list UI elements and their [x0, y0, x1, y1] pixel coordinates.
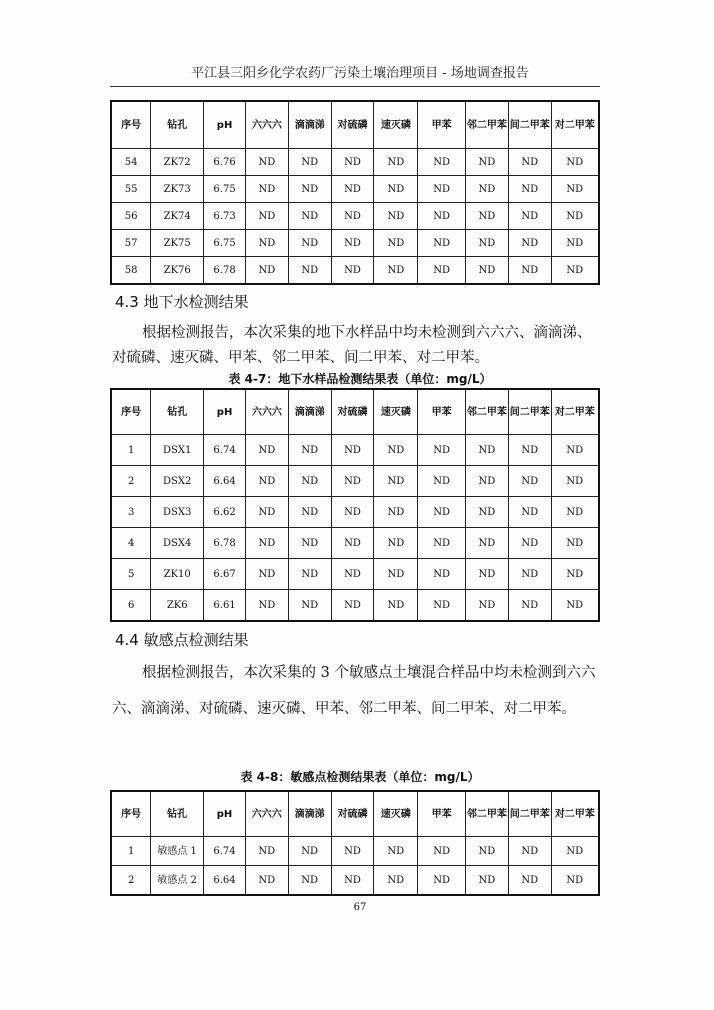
table-cell: ZK73	[151, 176, 204, 203]
table-cell: ND	[245, 559, 288, 590]
table-cell: 3	[111, 497, 151, 528]
table-cell: 2	[111, 466, 151, 497]
table-cell: ND	[288, 466, 331, 497]
running-header: 平江县三阳乡化学农药厂污染土壤治理项目 - 场地调查报告	[191, 66, 529, 81]
column-header: 邻二甲苯	[466, 101, 509, 149]
table-cell: ND	[245, 590, 288, 622]
table-cell: ND	[374, 435, 418, 466]
table-cell: ND	[288, 497, 331, 528]
table-cell: ND	[331, 435, 374, 466]
table-cell: ZK10	[151, 559, 204, 590]
table-cell: ND	[374, 176, 418, 203]
column-header: 对硫磷	[331, 101, 374, 149]
table-cell: ND	[508, 176, 551, 203]
table-cell: 54	[111, 149, 151, 176]
table-cell: ND	[418, 230, 466, 257]
groundwater-results-table	[110, 388, 600, 622]
table-cell: ND	[551, 257, 599, 285]
column-header: 六六六	[245, 389, 288, 435]
column-header: 甲苯	[418, 791, 466, 837]
column-header: 速灭磷	[374, 791, 418, 837]
table-cell: ND	[418, 466, 466, 497]
table-header-row	[111, 389, 599, 435]
table-cell: ND	[245, 203, 288, 230]
table-cell: ND	[331, 559, 374, 590]
table-cell: 1	[111, 435, 151, 466]
table-cell: 55	[111, 176, 151, 203]
table-cell: ND	[288, 149, 331, 176]
table-cell: ND	[551, 837, 599, 866]
table-cell: ND	[551, 497, 599, 528]
table-cell: ZK6	[151, 590, 204, 622]
table-cell: ND	[331, 590, 374, 622]
table-cell: ND	[465, 866, 508, 896]
table-cell: ND	[551, 866, 599, 896]
table-cell: ND	[466, 176, 509, 203]
table-cell: ND	[418, 528, 466, 559]
table-cell: 6.67	[204, 559, 246, 590]
table-cell: DSX3	[151, 497, 204, 528]
column-header: 序号	[111, 389, 151, 435]
column-header: 钻孔	[151, 101, 204, 149]
table-row	[111, 257, 599, 285]
soil-results-table	[110, 100, 600, 285]
table-header-row	[111, 101, 599, 149]
table-cell: ND	[508, 497, 551, 528]
table-row	[111, 497, 599, 528]
table-cell: ND	[331, 866, 374, 896]
table-cell: 6.78	[204, 528, 246, 559]
table-row	[111, 176, 599, 203]
column-header: 六六六	[245, 791, 288, 837]
table-cell: ND	[466, 149, 509, 176]
table-cell: ND	[331, 497, 374, 528]
table-cell: ND	[374, 466, 418, 497]
table-row	[111, 837, 599, 866]
column-header: 甲苯	[418, 389, 466, 435]
section-4-3-paragraph: 根据检测报告，本次采集的地下水样品中均未检测到六六六、滴滴涕、对硫磷、速灭磷、甲苯、邻二甲苯、间二甲苯、对二甲苯。	[112, 325, 592, 366]
table-cell: 5	[111, 559, 151, 590]
table-row	[111, 866, 599, 896]
table-row	[111, 528, 599, 559]
table-cell: 6.76	[204, 149, 246, 176]
table-cell: ND	[508, 257, 551, 285]
table-row	[111, 559, 599, 590]
table-row	[111, 230, 599, 257]
table-cell: ND	[374, 837, 418, 866]
table-cell: 57	[111, 230, 151, 257]
section-heading-4-4: 4.4 敏感点检测结果	[115, 631, 249, 649]
table-cell: ND	[551, 559, 599, 590]
table-cell: ZK72	[151, 149, 204, 176]
table-cell: ZK76	[151, 257, 204, 285]
table-cell: 6.75	[204, 230, 246, 257]
column-header: 钻孔	[151, 791, 204, 837]
column-header: 邻二甲苯	[465, 791, 508, 837]
table-cell: ND	[374, 257, 418, 285]
column-header: 序号	[111, 791, 151, 837]
column-header: 钻孔	[151, 389, 204, 435]
table-cell: ZK74	[151, 203, 204, 230]
table-cell: ND	[508, 866, 551, 896]
table-header-row	[111, 791, 599, 837]
table-cell: 6.74	[204, 837, 246, 866]
table-cell: 58	[111, 257, 151, 285]
column-header: 对硫磷	[331, 389, 374, 435]
table-cell: ND	[288, 866, 331, 896]
table-cell: ND	[418, 497, 466, 528]
column-header: 六六六	[245, 101, 288, 149]
table-cell: 6.74	[204, 435, 246, 466]
table-cell: DSX4	[151, 528, 204, 559]
column-header: 邻二甲苯	[466, 389, 509, 435]
table-cell: ND	[418, 435, 466, 466]
table-cell: ND	[418, 837, 466, 866]
table-cell: ND	[508, 837, 551, 866]
table-cell: 6	[111, 590, 151, 622]
page-number: 67	[353, 902, 367, 913]
column-header: 甲苯	[418, 101, 466, 149]
table-cell: ND	[508, 203, 551, 230]
table-cell: ND	[374, 528, 418, 559]
table-cell: ND	[418, 866, 466, 896]
header-rule	[110, 86, 600, 87]
table-cell: ND	[245, 866, 288, 896]
table-cell: ND	[418, 176, 466, 203]
table-cell: ND	[551, 528, 599, 559]
table-cell: ND	[374, 559, 418, 590]
column-header: 间二甲苯	[508, 791, 551, 837]
table-cell: ND	[245, 149, 288, 176]
table-cell: 6.61	[204, 590, 246, 622]
table-cell: ND	[466, 497, 509, 528]
table-cell: ND	[245, 528, 288, 559]
table-cell: ND	[508, 528, 551, 559]
sensitive-point-results-table	[110, 790, 600, 896]
column-header: 滴滴涕	[288, 389, 331, 435]
table-cell: 6.62	[204, 497, 246, 528]
table-4-7-caption: 表 4-7：地下水样品检测结果表（单位：mg/L）	[228, 372, 492, 386]
section-heading-4-3: 4.3 地下水检测结果	[115, 293, 249, 311]
table-cell: ND	[331, 149, 374, 176]
table-cell: ND	[551, 590, 599, 622]
table-cell: ND	[551, 176, 599, 203]
table-cell: ND	[466, 230, 509, 257]
table-cell: ND	[508, 230, 551, 257]
table-cell: ND	[508, 466, 551, 497]
table-cell: 2	[111, 866, 151, 896]
table-cell: ND	[245, 176, 288, 203]
table-cell: ND	[508, 559, 551, 590]
table-cell: ND	[288, 435, 331, 466]
table-cell: ND	[288, 230, 331, 257]
table-cell: ND	[288, 257, 331, 285]
column-header: 对二甲苯	[551, 101, 599, 149]
column-header: 滴滴涕	[288, 791, 331, 837]
table-cell: ND	[331, 466, 374, 497]
table-cell: ND	[466, 590, 509, 622]
table-cell: ND	[331, 203, 374, 230]
table-cell: ND	[508, 149, 551, 176]
table-4-8-caption: 表 4-8：敏感点检测结果表（单位：mg/L）	[240, 770, 480, 784]
table-cell: ND	[466, 203, 509, 230]
table-cell: ND	[466, 559, 509, 590]
table-cell: DSX1	[151, 435, 204, 466]
table-cell: ND	[374, 230, 418, 257]
table-cell: ND	[331, 257, 374, 285]
column-header: 序号	[111, 101, 151, 149]
table-cell: 6.73	[204, 203, 246, 230]
table-row	[111, 203, 599, 230]
table-cell: ND	[245, 230, 288, 257]
table-cell: ND	[508, 590, 551, 622]
column-header: pH	[204, 389, 246, 435]
table-cell: 6.64	[204, 866, 246, 896]
table-cell: 敏感点 2	[151, 866, 204, 896]
table-cell: ND	[288, 590, 331, 622]
table-cell: 6.78	[204, 257, 246, 285]
table-row	[111, 435, 599, 466]
table-cell: ND	[331, 837, 374, 866]
table-cell: ND	[374, 497, 418, 528]
column-header: 速灭磷	[374, 389, 418, 435]
table-cell: 6.64	[204, 466, 246, 497]
table-row	[111, 590, 599, 622]
column-header: 对二甲苯	[551, 389, 599, 435]
table-cell: ND	[245, 435, 288, 466]
table-cell: DSX2	[151, 466, 204, 497]
table-cell: ND	[288, 203, 331, 230]
table-cell: ND	[374, 866, 418, 896]
table-cell: ND	[418, 257, 466, 285]
table-cell: ND	[466, 435, 509, 466]
column-header: 对二甲苯	[551, 791, 599, 837]
table-cell: ND	[374, 590, 418, 622]
table-cell: 56	[111, 203, 151, 230]
section-4-4-paragraph: 根据检测报告，本次采集的 3 个敏感点土壤混合样品中均未检测到六六六、滴滴涕、对硫磷、速灭磷、甲苯、邻二甲苯、间二甲苯、对二甲苯。	[112, 665, 596, 717]
table-cell: ND	[551, 230, 599, 257]
table-cell: ND	[418, 203, 466, 230]
table-cell: ND	[551, 203, 599, 230]
table-cell: ZK75	[151, 230, 204, 257]
table-cell: ND	[245, 257, 288, 285]
table-cell: ND	[288, 837, 331, 866]
column-header: 间二甲苯	[508, 389, 551, 435]
table-cell: ND	[418, 590, 466, 622]
table-cell: 敏感点 1	[151, 837, 204, 866]
table-cell: ND	[466, 257, 509, 285]
table-cell: ND	[418, 559, 466, 590]
column-header: 间二甲苯	[508, 101, 551, 149]
table-cell: ND	[331, 176, 374, 203]
table-row	[111, 466, 599, 497]
column-header: 速灭磷	[374, 101, 418, 149]
table-cell: ND	[551, 435, 599, 466]
table-cell: ND	[551, 466, 599, 497]
table-cell: ND	[418, 149, 466, 176]
table-cell: ND	[466, 466, 509, 497]
table-cell: ND	[465, 837, 508, 866]
table-cell: ND	[551, 149, 599, 176]
table-cell: ND	[374, 203, 418, 230]
table-cell: ND	[331, 528, 374, 559]
table-cell: ND	[288, 528, 331, 559]
table-cell: ND	[245, 837, 288, 866]
table-row	[111, 149, 599, 176]
table-cell: 1	[111, 837, 151, 866]
table-cell: ND	[245, 497, 288, 528]
column-header: pH	[204, 101, 246, 149]
column-header: pH	[204, 791, 246, 837]
table-cell: ND	[374, 149, 418, 176]
column-header: 滴滴涕	[288, 101, 331, 149]
table-cell: ND	[245, 466, 288, 497]
table-cell: ND	[288, 559, 331, 590]
table-cell: ND	[466, 528, 509, 559]
table-cell: ND	[331, 230, 374, 257]
table-cell: 6.75	[204, 176, 246, 203]
table-cell: 4	[111, 528, 151, 559]
table-cell: ND	[508, 435, 551, 466]
table-cell: ND	[288, 176, 331, 203]
column-header: 对硫磷	[331, 791, 374, 837]
